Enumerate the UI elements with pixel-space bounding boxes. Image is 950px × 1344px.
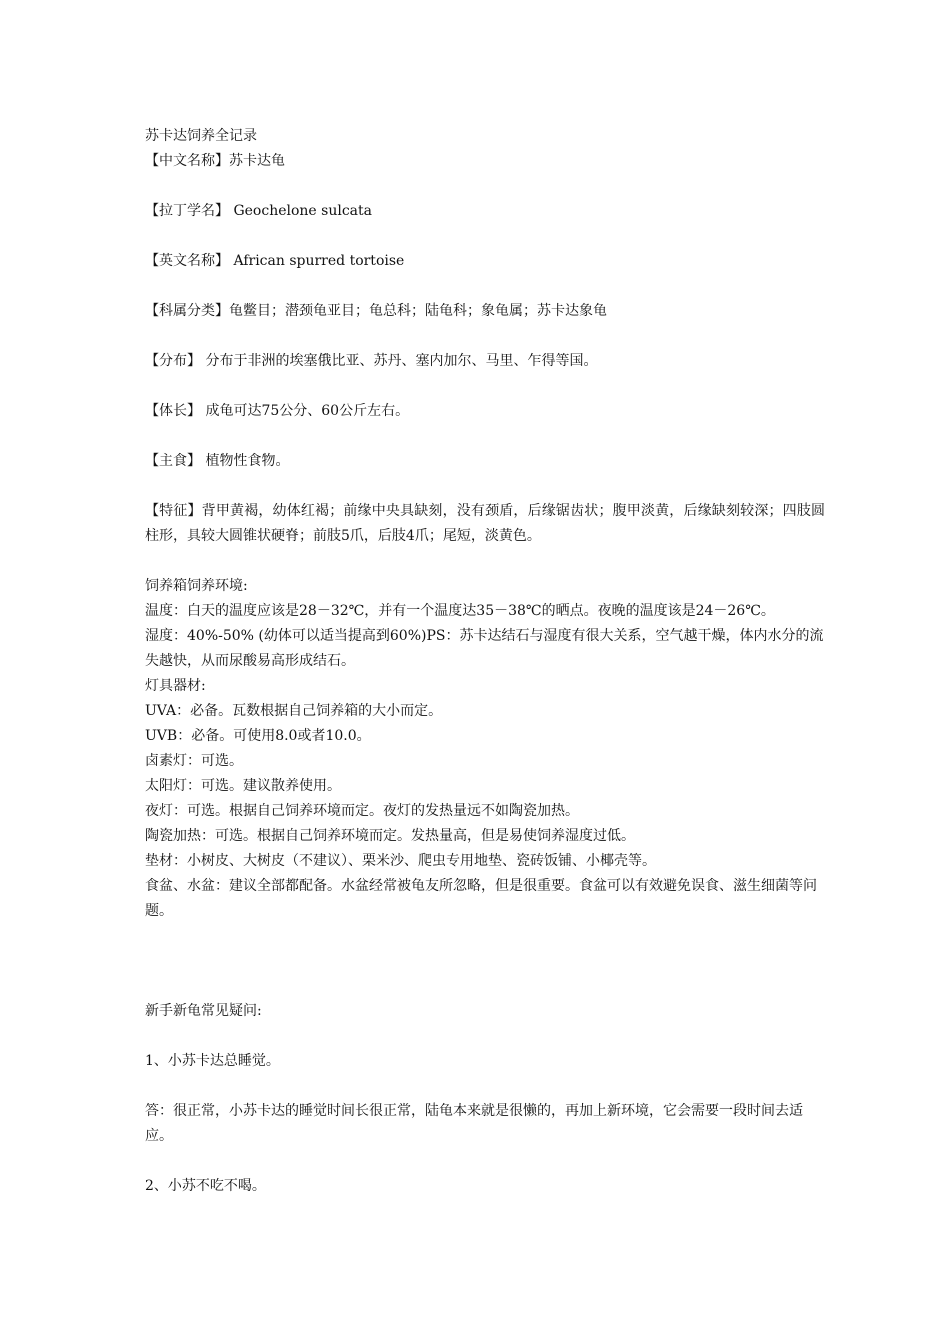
spacer (145, 374, 825, 399)
field-english-name: 【英文名称】 African spurred tortoise (145, 253, 405, 269)
spacer (145, 474, 825, 499)
environment-substrate: 垫材：小树皮、大树皮（不建议）、栗米沙、爬虫专用地垫、瓷砖饭铺、小椰壳等。 (145, 853, 656, 869)
document-body (145, 124, 825, 1199)
lighting-sun-lamp: 太阳灯：可选。建议散养使用。 (145, 778, 341, 794)
field-chinese-name: 【中文名称】苏卡达龟 (145, 153, 285, 169)
spacer (145, 324, 825, 349)
faq-question-1: 1、小苏卡达总睡觉。 (145, 1053, 280, 1069)
faq-answer-1: 答：很正常，小苏卡达的睡觉时间长很正常，陆龟本来就是很懒的，再加上新环境，它会需要一段时间去适应。 (145, 1103, 803, 1144)
spacer (145, 274, 825, 299)
lighting-ceramic-heater: 陶瓷加热：可选。根据自己饲养环境而定。发热量高，但是易使饲养湿度过低。 (145, 828, 635, 844)
lighting-uva: UVA：必备。瓦数根据自己饲养箱的大小而定。 (145, 703, 443, 719)
spacer (145, 174, 825, 199)
field-body-length: 【体长】 成龟可达75公分、60公斤左右。 (145, 403, 410, 419)
document-title: 苏卡达饲养全记录 (145, 128, 257, 144)
field-latin-name: 【拉丁学名】 Geochelone sulcata (145, 203, 372, 219)
faq-heading: 新手新龟常见疑问: (145, 1003, 262, 1019)
spacer (145, 1149, 825, 1174)
field-taxonomy: 【科属分类】龟鳖目；潜颈龟亚目；龟总科；陆龟科；象龟属；苏卡达象龟 (145, 303, 607, 319)
field-diet: 【主食】 植物性食物。 (145, 453, 290, 469)
spacer (145, 224, 825, 249)
spacer (145, 924, 825, 999)
spacer (145, 424, 825, 449)
environment-heading: 饲养箱饲养环境: (145, 578, 248, 594)
spacer (145, 549, 825, 574)
environment-bowls: 食盆、水盆：建议全部都配备。水盆经常被龟友所忽略，但是很重要。食盆可以有效避免误食、滋生细菌等问题。 (145, 878, 817, 919)
field-features: 【特征】背甲黄褐，幼体红褐；前缘中央具缺刻，没有颈盾，后缘锯齿状；腹甲淡黄，后缘缺刻较深；四肢圆柱形，具较大圆锥状硬脊；前肢5爪，后肢4爪；尾短，淡黄色。 (145, 503, 825, 544)
field-distribution: 【分布】 分布于非洲的埃塞俄比亚、苏丹、塞内加尔、马里、乍得等国。 (145, 353, 598, 369)
spacer (145, 1074, 825, 1099)
lighting-uvb: UVB：必备。可使用8.0或者10.0。 (145, 728, 371, 744)
environment-temperature: 温度：白天的温度应该是28－32℃，并有一个温度达35－38℃的晒点。夜晚的温度该是24－26℃。 (145, 603, 775, 619)
spacer (145, 1024, 825, 1049)
lighting-night-lamp: 夜灯：可选。根据自己饲养环境而定。夜灯的发热量远不如陶瓷加热。 (145, 803, 579, 819)
lighting-heading: 灯具器材: (145, 678, 206, 694)
environment-humidity: 湿度：40%-50% (幼体可以适当提高到60%)PS：苏卡达结石与湿度有很大关系，空气越干燥，体内水分的流失越快，从而尿酸易高形成结石。 (145, 628, 824, 669)
lighting-halogen: 卤素灯：可选。 (145, 753, 243, 769)
faq-question-2: 2、小苏不吃不喝。 (145, 1178, 266, 1194)
